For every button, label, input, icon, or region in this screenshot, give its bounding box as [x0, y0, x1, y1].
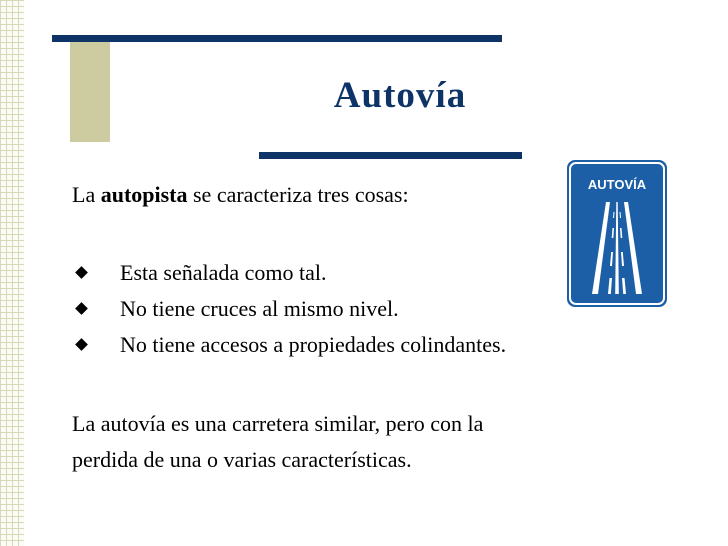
description-paragraph — [72, 406, 632, 478]
paragraph-line: La autovía es una carretera similar, pero con la — [72, 411, 484, 436]
diamond-bullet-icon — [75, 338, 88, 351]
paragraph-line: perdida de una o varias características. — [72, 447, 412, 472]
bullet-text: No tiene accesos a propiedades colindantes. — [120, 332, 507, 357]
title-rule-bottom — [259, 152, 522, 159]
intro-sentence — [72, 182, 409, 208]
intro-prefix: La — [72, 182, 101, 207]
list-item — [72, 255, 506, 291]
decorative-grid-strip — [0, 0, 24, 546]
title-rule-top — [52, 35, 502, 42]
decorative-olive-block — [70, 42, 110, 142]
bullet-text: Esta señalada como tal. — [120, 260, 327, 285]
bullet-list — [72, 255, 506, 363]
sign-label: AUTOVÍA — [587, 177, 647, 192]
list-item — [72, 327, 506, 363]
intro-keyword: autopista — [100, 182, 188, 207]
diamond-bullet-icon — [75, 266, 88, 279]
highway-sign-icon — [567, 160, 667, 307]
slide-title: Autovía — [333, 75, 467, 116]
list-item — [72, 291, 506, 327]
bullet-text: No tiene cruces al mismo nivel. — [120, 296, 399, 321]
intro-suffix: se caracteriza tres cosas: — [187, 182, 409, 207]
diamond-bullet-icon — [75, 302, 88, 315]
